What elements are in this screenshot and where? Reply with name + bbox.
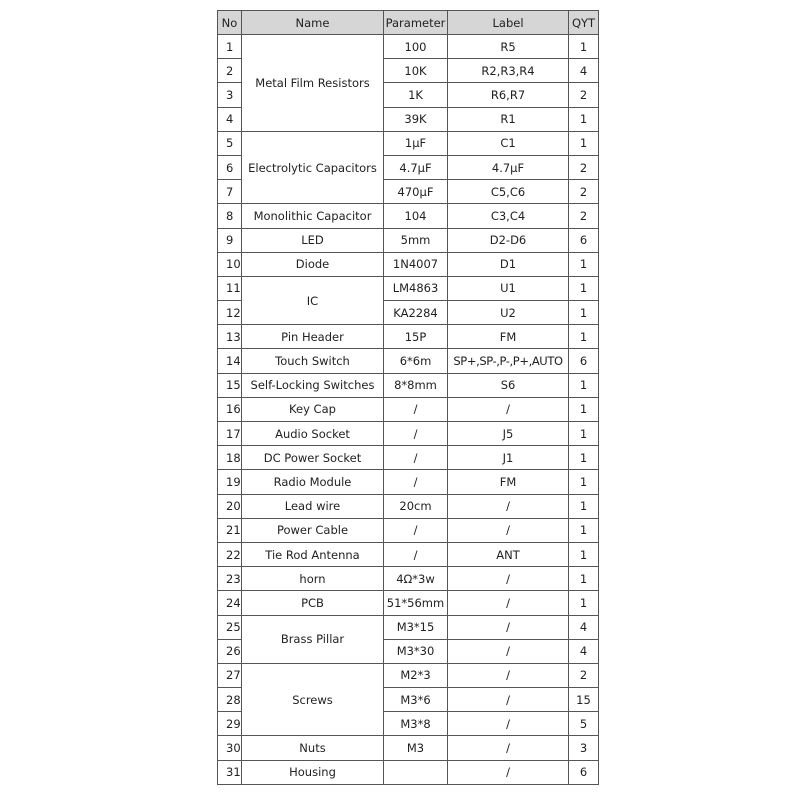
- component-parameter: M3*30: [384, 639, 448, 663]
- table-row: [218, 567, 599, 591]
- table-row: [218, 736, 599, 760]
- component-name: LED: [242, 228, 384, 252]
- component-label: C3,C4: [448, 204, 569, 228]
- component-label: C5,C6: [448, 180, 569, 204]
- row-number: 11: [218, 276, 242, 300]
- row-number: 27: [218, 663, 242, 687]
- component-parameter: /: [384, 446, 448, 470]
- component-qty: 6: [569, 349, 599, 373]
- component-name: Housing: [242, 760, 384, 784]
- row-number: 28: [218, 688, 242, 712]
- row-number: 1: [218, 35, 242, 59]
- component-name: Pin Header: [242, 325, 384, 349]
- component-label: SP+,SP-,P-,P+,AUTO: [448, 349, 569, 373]
- component-parameter: 100: [384, 35, 448, 59]
- component-label: R2,R3,R4: [448, 59, 569, 83]
- row-number: 30: [218, 736, 242, 760]
- row-number: 13: [218, 325, 242, 349]
- component-qty: 2: [569, 180, 599, 204]
- component-qty: 4: [569, 59, 599, 83]
- row-number: 22: [218, 542, 242, 566]
- row-number: 7: [218, 180, 242, 204]
- row-number: 24: [218, 591, 242, 615]
- component-parameter: 15P: [384, 325, 448, 349]
- row-number: 4: [218, 107, 242, 131]
- row-number: 23: [218, 567, 242, 591]
- component-parameter: 470μF: [384, 180, 448, 204]
- component-qty: 1: [569, 252, 599, 276]
- component-parameter: 8*8mm: [384, 373, 448, 397]
- component-qty: 1: [569, 470, 599, 494]
- component-parameter: 1K: [384, 83, 448, 107]
- row-number: 14: [218, 349, 242, 373]
- table-row: [218, 276, 599, 300]
- component-qty: 1: [569, 494, 599, 518]
- component-label: /: [448, 663, 569, 687]
- row-number: 9: [218, 228, 242, 252]
- component-parameter: 6*6m: [384, 349, 448, 373]
- table-row: [218, 494, 599, 518]
- table-row: [218, 204, 599, 228]
- component-label: /: [448, 567, 569, 591]
- component-qty: 1: [569, 422, 599, 446]
- row-number: 10: [218, 252, 242, 276]
- header-label: Label: [448, 11, 569, 35]
- component-parameter: M3*6: [384, 688, 448, 712]
- component-label: /: [448, 639, 569, 663]
- table-row: [218, 131, 599, 155]
- component-name: Self-Locking Switches: [242, 373, 384, 397]
- component-label: R5: [448, 35, 569, 59]
- component-label: C1: [448, 131, 569, 155]
- row-number: 29: [218, 712, 242, 736]
- header-name: Name: [242, 11, 384, 35]
- component-parameter: M3*8: [384, 712, 448, 736]
- component-name: Radio Module: [242, 470, 384, 494]
- table-row: [218, 422, 599, 446]
- table-row: [218, 591, 599, 615]
- component-label: /: [448, 494, 569, 518]
- component-label: U1: [448, 276, 569, 300]
- component-parameter: /: [384, 470, 448, 494]
- row-number: 12: [218, 301, 242, 325]
- component-qty: 1: [569, 325, 599, 349]
- component-parameter: M3: [384, 736, 448, 760]
- table-row: [218, 663, 599, 687]
- row-number: 16: [218, 397, 242, 421]
- table-row: [218, 35, 599, 59]
- component-qty: 3: [569, 736, 599, 760]
- component-label: J5: [448, 422, 569, 446]
- component-parameter: /: [384, 422, 448, 446]
- component-name: PCB: [242, 591, 384, 615]
- component-qty: 2: [569, 83, 599, 107]
- component-label: /: [448, 736, 569, 760]
- component-name: Monolithic Capacitor: [242, 204, 384, 228]
- header-qty: QYT: [569, 11, 599, 35]
- component-parameter: 4.7μF: [384, 155, 448, 179]
- component-qty: 1: [569, 131, 599, 155]
- component-label: R1: [448, 107, 569, 131]
- row-number: 2: [218, 59, 242, 83]
- row-number: 19: [218, 470, 242, 494]
- component-parameter: 104: [384, 204, 448, 228]
- component-label: U2: [448, 301, 569, 325]
- component-parameter: /: [384, 518, 448, 542]
- component-qty: 2: [569, 155, 599, 179]
- row-number: 21: [218, 518, 242, 542]
- row-number: 18: [218, 446, 242, 470]
- component-name: Metal Film Resistors: [242, 35, 384, 132]
- component-label: D1: [448, 252, 569, 276]
- parts-table: [217, 10, 599, 785]
- component-parameter: KA2284: [384, 301, 448, 325]
- component-label: 4.7μF: [448, 155, 569, 179]
- table-row: [218, 470, 599, 494]
- table-row: [218, 615, 599, 639]
- table-row: [218, 397, 599, 421]
- component-label: FM: [448, 325, 569, 349]
- row-number: 3: [218, 83, 242, 107]
- component-parameter: 1μF: [384, 131, 448, 155]
- component-name: Brass Pillar: [242, 615, 384, 663]
- row-number: 31: [218, 760, 242, 784]
- component-qty: 1: [569, 276, 599, 300]
- row-number: 25: [218, 615, 242, 639]
- component-label: /: [448, 688, 569, 712]
- component-name: Tie Rod Antenna: [242, 542, 384, 566]
- component-parameter: 20cm: [384, 494, 448, 518]
- component-name: Screws: [242, 663, 384, 736]
- component-qty: 1: [569, 35, 599, 59]
- component-qty: 1: [569, 518, 599, 542]
- row-number: 17: [218, 422, 242, 446]
- component-qty: 1: [569, 301, 599, 325]
- component-parameter: 51*56mm: [384, 591, 448, 615]
- table-row: [218, 760, 599, 784]
- component-name: Diode: [242, 252, 384, 276]
- component-label: FM: [448, 470, 569, 494]
- component-name: Key Cap: [242, 397, 384, 421]
- table-row: [218, 542, 599, 566]
- component-qty: 2: [569, 663, 599, 687]
- row-number: 26: [218, 639, 242, 663]
- row-number: 15: [218, 373, 242, 397]
- parts-list: [217, 10, 599, 785]
- component-name: Audio Socket: [242, 422, 384, 446]
- component-label: J1: [448, 446, 569, 470]
- component-parameter: /: [384, 542, 448, 566]
- table-row: [218, 252, 599, 276]
- header-parameter: Parameter: [384, 11, 448, 35]
- component-name: Nuts: [242, 736, 384, 760]
- table-row: [218, 446, 599, 470]
- component-parameter: 4Ω*3w: [384, 567, 448, 591]
- component-parameter: LM4863: [384, 276, 448, 300]
- component-name: IC: [242, 276, 384, 324]
- table-row: [218, 228, 599, 252]
- component-parameter: /: [384, 397, 448, 421]
- table-header-row: [218, 11, 599, 35]
- component-label: /: [448, 712, 569, 736]
- table-row: [218, 325, 599, 349]
- component-parameter: [384, 760, 448, 784]
- component-qty: 1: [569, 446, 599, 470]
- component-label: D2-D6: [448, 228, 569, 252]
- component-qty: 5: [569, 712, 599, 736]
- component-name: Touch Switch: [242, 349, 384, 373]
- table-row: [218, 518, 599, 542]
- row-number: 8: [218, 204, 242, 228]
- component-qty: 4: [569, 615, 599, 639]
- component-parameter: 39K: [384, 107, 448, 131]
- component-qty: 1: [569, 373, 599, 397]
- row-number: 6: [218, 155, 242, 179]
- component-qty: 2: [569, 204, 599, 228]
- component-label: /: [448, 615, 569, 639]
- row-number: 20: [218, 494, 242, 518]
- component-qty: 1: [569, 567, 599, 591]
- component-qty: 1: [569, 107, 599, 131]
- row-number: 5: [218, 131, 242, 155]
- component-parameter: 1N4007: [384, 252, 448, 276]
- component-qty: 4: [569, 639, 599, 663]
- component-name: Electrolytic Capacitors: [242, 131, 384, 204]
- component-parameter: M3*15: [384, 615, 448, 639]
- component-qty: 1: [569, 591, 599, 615]
- component-label: R6,R7: [448, 83, 569, 107]
- component-qty: 1: [569, 542, 599, 566]
- table-row: [218, 349, 599, 373]
- component-qty: 1: [569, 397, 599, 421]
- component-name: Lead wire: [242, 494, 384, 518]
- component-label: S6: [448, 373, 569, 397]
- component-name: horn: [242, 567, 384, 591]
- header-no: No: [218, 11, 242, 35]
- component-parameter: 5mm: [384, 228, 448, 252]
- component-name: Power Cable: [242, 518, 384, 542]
- component-label: /: [448, 760, 569, 784]
- component-parameter: M2*3: [384, 663, 448, 687]
- component-qty: 6: [569, 228, 599, 252]
- component-label: /: [448, 591, 569, 615]
- table-row: [218, 373, 599, 397]
- component-label: ANT: [448, 542, 569, 566]
- component-qty: 15: [569, 688, 599, 712]
- component-label: /: [448, 397, 569, 421]
- component-name: DC Power Socket: [242, 446, 384, 470]
- table-body: [218, 35, 599, 785]
- component-label: /: [448, 518, 569, 542]
- component-qty: 6: [569, 760, 599, 784]
- component-parameter: 10K: [384, 59, 448, 83]
